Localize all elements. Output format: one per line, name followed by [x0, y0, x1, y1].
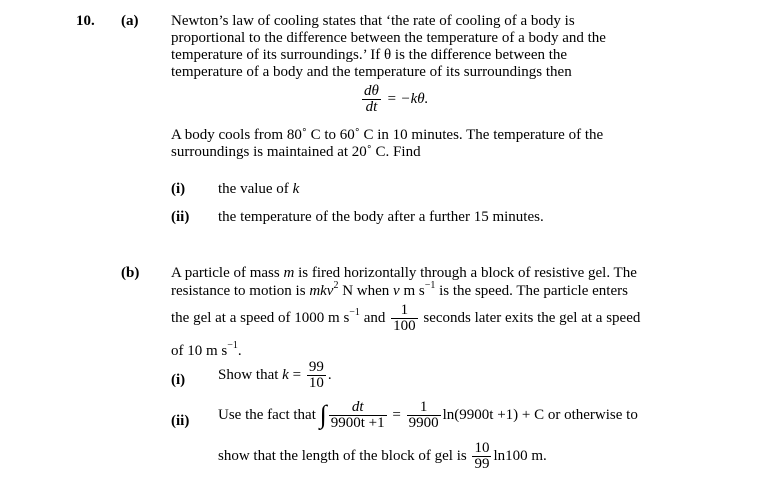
b-line2-post: is the speed. The particle enters	[439, 283, 628, 299]
integrand-num: dt	[329, 400, 387, 416]
b-sub-ii-eq: =	[392, 406, 401, 423]
b-line4-pre: of 10 m s	[171, 343, 228, 359]
b-line1-pre: A particle of mass	[171, 265, 280, 281]
b-line2-mkv: mkv	[309, 283, 334, 299]
time-fraction	[391, 303, 418, 334]
part-b-line-3	[171, 303, 640, 334]
derivative-numerator: dθ	[364, 83, 379, 99]
cooling-line-2: surroundings is maintained at 20˚ C. Find	[171, 144, 421, 160]
b-line1-post: is fired horizontally through a block of resistive gel. The	[298, 265, 637, 281]
b-sub-i-text: Show that	[218, 366, 279, 383]
part-a-intro-line-1: Newton’s law of cooling states that ‘the rate of cooling of a body is	[171, 13, 575, 29]
part-a-sub-ii-text: the temperature of the body after a further 15 minutes.	[218, 209, 544, 225]
part-a-intro-line-4: temperature of a body and the temperature of its surroundings then	[171, 64, 572, 80]
b-line3-and: and	[363, 309, 386, 326]
b-line1-var: m	[283, 265, 295, 281]
part-b-sub-ii-line-2	[218, 441, 547, 472]
part-b-line-4	[171, 340, 242, 360]
part-b-sub-ii-label: (ii)	[171, 413, 190, 429]
derivative-fraction	[362, 84, 381, 115]
b-line3-exp: −1	[349, 306, 360, 318]
part-b-sub-ii-line-1	[218, 400, 638, 431]
part-a-intro-line-2: proportional to the difference between the temperature of a body and the	[171, 30, 606, 46]
k-fraction-den: 10	[308, 375, 324, 391]
coefficient-fraction	[407, 400, 441, 431]
b-sub-i-post: .	[327, 366, 332, 383]
k-fraction	[307, 360, 326, 391]
b-line2-unit: m s	[403, 283, 425, 299]
integrand-fraction	[329, 400, 387, 431]
part-b-line-2	[171, 280, 628, 300]
coef-den: 9900	[408, 415, 439, 431]
time-fraction-num: 1	[391, 303, 418, 319]
k-fraction-num: 99	[308, 359, 324, 375]
b-line2-v: v	[393, 283, 400, 299]
b-sub-i-eq: =	[292, 366, 302, 383]
length-fraction	[472, 441, 491, 472]
part-b-sub-i-text	[218, 360, 332, 391]
part-a-sub-i-label: (i)	[171, 181, 186, 197]
equation-rhs: = −kθ.	[386, 90, 429, 107]
b-sub-ii-line2-pre: show that the length of the block of gel is	[218, 447, 467, 464]
b-line2-mid: N when	[342, 283, 390, 299]
time-fraction-den: 100	[393, 318, 416, 334]
sub-i-text: the value of	[218, 181, 289, 197]
part-a-sub-i-text	[218, 181, 299, 198]
cooling-equation	[360, 84, 428, 115]
question-number: 10.	[76, 13, 95, 29]
integral-sign: ∫	[319, 399, 327, 429]
part-a-sub-ii-label: (ii)	[171, 209, 190, 225]
part-a-intro-line-3: temperature of its surroundings.’ If θ is the difference between the	[171, 47, 568, 63]
length-post: ln100 m.	[493, 447, 547, 464]
b-line4-post: .	[237, 343, 242, 359]
b-line3-pre: the gel at a speed of 1000 m s	[171, 309, 350, 326]
length-den: 99	[474, 456, 490, 472]
part-b-label: (b)	[121, 265, 140, 281]
part-a-label: (a)	[121, 13, 139, 29]
b-line2-pre: resistance to motion is	[171, 283, 306, 299]
coef-num: 1	[407, 400, 441, 416]
sub-i-var: k	[292, 181, 300, 197]
b-sub-i-var: k	[282, 366, 289, 383]
b-sub-ii-post: ln(9900t +1) + C or otherwise to	[442, 406, 638, 423]
part-b-sub-i-label: (i)	[171, 372, 186, 388]
length-num: 10	[474, 440, 490, 456]
b-sub-ii-pre: Use the fact that	[218, 406, 316, 423]
b-line3-post: seconds later exits the gel at a speed	[423, 309, 641, 326]
b-line2-exp: −1	[424, 280, 436, 291]
b-line2-sq: 2	[333, 280, 339, 291]
derivative-denominator: dt	[365, 99, 378, 115]
cooling-line-1: A body cools from 80˚ C to 60˚ C in 10 minutes. The temperature of the	[171, 127, 604, 143]
part-b-line-1	[171, 265, 637, 282]
integrand-den: 9900t +1	[330, 415, 385, 431]
b-line4-exp: −1	[227, 340, 238, 351]
